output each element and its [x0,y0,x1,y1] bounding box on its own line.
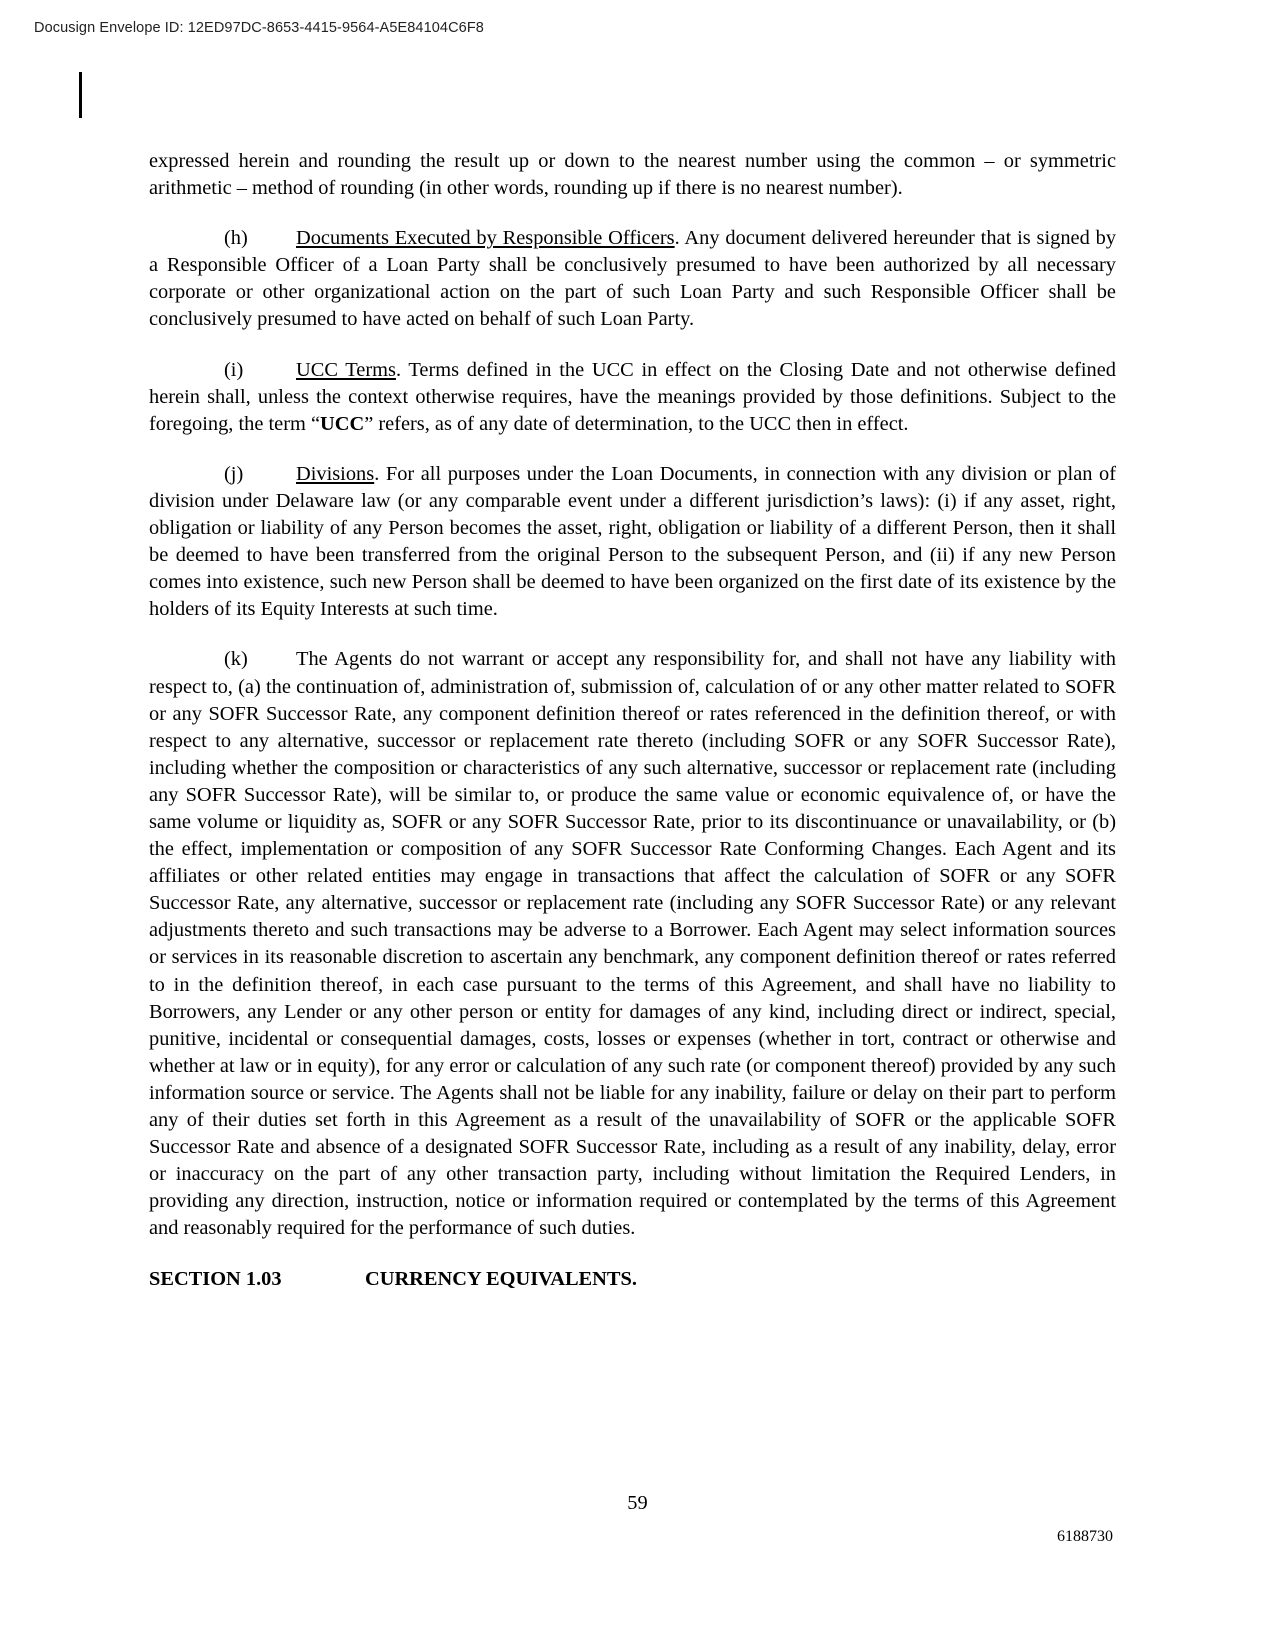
paragraph-continuation: expressed herein and rounding the result up or down to the nearest number using the common – or symmetric arithmetic – method of rounding (in other words, rounding up if there is no nearest number). [149,150,1116,200]
paragraph-k-label: (k) [224,648,248,671]
paragraph-j-label: (j) [224,462,244,485]
paragraph-j [149,461,1116,624]
section-heading [149,1266,1116,1293]
section-number: SECTION 1.03 [149,1268,282,1291]
paragraph-j-title: Divisions [296,462,375,485]
paragraph-i-text-before: . Terms defined in the UCC in effect on the Closing Date and not otherwise defined herein shall, unless the context otherwise requires, have the meanings provided by those definitions. Subject to the foregoing, the term “ [149,358,1117,435]
paragraph-i-label: (i) [224,358,244,381]
paragraph-j-text: . For all purposes under the Loan Documents, in connection with any division or plan of division under Delaware law (or any comparable event under a different jurisdiction’s laws): (i) if any asset, right, obligation or liability of any Person becomes the asset, right, obligation or liability of a different Person, then it shall be deemed to have been transferred from the original Person to the subsequent Person, and (ii) if any new Person comes into existence, such new Person shall be deemed to have been organized on the first date of its existence by the holders of its Equity Interests at such time. [149,462,1116,621]
paragraph-h [149,225,1116,333]
paragraph-h-text: . Any document delivered hereunder that is signed by a Responsible Officer of a Loan Party shall be conclusively presumed to have been authorized by all necessary corporate or other organizational action on the part of such Loan Party and such Responsible Officer shall be conclusively presumed to have acted on behalf of such Loan Party. [149,227,1117,331]
section-title: CURRENCY EQUIVALENTS. [365,1268,637,1291]
envelope-id: Docusign Envelope ID: 12ED97DC-8653-4415-9564-A5E84104C6F8 [34,20,484,36]
paragraph-i-term: UCC [320,412,365,435]
paragraph-k-text: The Agents do not warrant or accept any responsibility for, and shall not have any liability with respect to, (a) the continuation of, administration of, submission of, calculation of or any other matter related to SOFR or any SOFR Successor Rate, any component definition thereof or rates referenced in the definition thereof, or with respect to any alternative, successor or replacement rate thereto (including SOFR or any SOFR Successor Rate), including whether the composition or characteristics of any such alternative, successor or replacement rate (including any SOFR Successor Rate), will be similar to, or produce the same value or economic equivalence of, or have the same volume or liquidity as, SOFR or any SOFR Successor Rate, prior to its discontinuance or unavailability, or (b) the effect, implementation or composition of any SOFR Successor Rate Conforming Changes. Each Agent and its affiliates or other related entities may engage in transactions that affect the calculation of SOFR or any SOFR Successor Rate, any alternative, successor or replacement rate (including any SOFR Successor Rate) or any relevant adjustments thereto and such transactions may be adverse to a Borrower. Each Agent may select information sources or services in its reasonable discretion to ascertain any benchmark, any component definition thereof or rates referred to in the definition thereof, in each case pursuant to the terms of this Agreement, and shall have no liability to Borrowers, any Lender or any other person or entity for damages of any kind, including direct or indirect, special, punitive, incidental or consequential damages, costs, losses or expenses (whether in tort, contract or otherwise and whether at law or in equity), for any error or calculation of any such rate (or component thereof) provided by any such information source or service. The Agents shall not be liable for any inability, failure or delay on their part to perform any of their duties set forth in this Agreement as a result of the unavailability of SOFR or the applicable SOFR Successor Rate and absence of a designated SOFR Successor Rate, including as a result of any inability, delay, error or inaccuracy on the part of any other transaction party, including without limitation the Required Lenders, in providing any direction, instruction, notice or information required or contemplated by the terms of this Agreement and reasonably required for the performance of such duties. [149,648,1116,1240]
document-number: 6188730 [1057,1528,1113,1545]
document-body [149,148,1116,1294]
paragraph-h-title: Documents Executed by Responsible Officers [296,227,675,250]
paragraph-i-text-after: ” refers, as of any date of determination, to the UCC then in effect. [364,412,909,435]
page-number: 59 [627,1492,648,1514]
paragraph-i-title: UCC Terms [296,358,396,381]
paragraph-k [149,646,1116,1242]
revision-bar [79,72,82,118]
paragraph-h-label: (h) [224,227,248,250]
paragraph-i [149,357,1116,438]
